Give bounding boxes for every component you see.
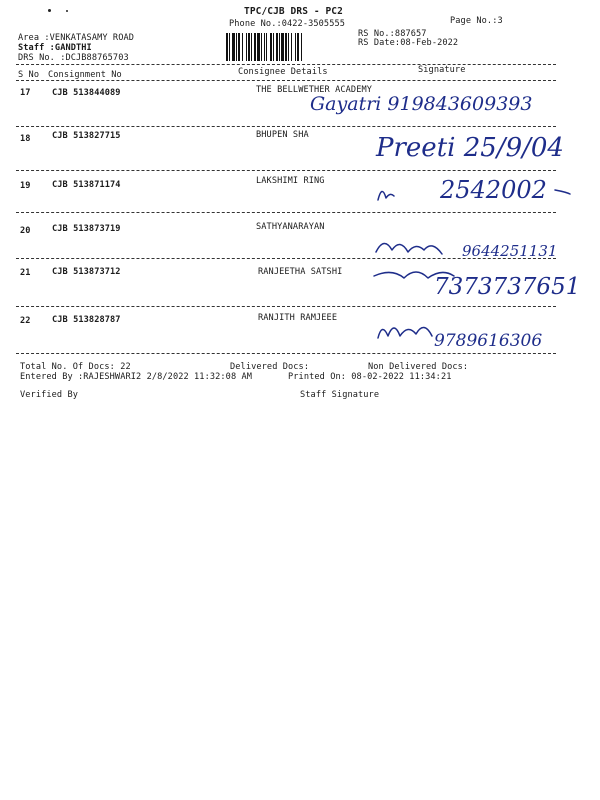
area: Area :VENKATASAMY ROAD: [18, 33, 135, 43]
row-sno: 17: [20, 88, 31, 98]
row-sno: 20: [20, 226, 31, 236]
staff-signature: Staff Signature: [300, 390, 380, 400]
row-consignment: CJB 513871174: [52, 180, 121, 190]
row-consignment: CJB 513828787: [52, 315, 121, 325]
scan-speck: [66, 10, 68, 12]
row-sno: 21: [20, 268, 31, 278]
scan-speck: [48, 9, 51, 12]
delivered-docs: Delivered Docs:: [230, 362, 310, 372]
signature-text: 9644251131: [462, 242, 558, 260]
non-delivered-docs: Non Delivered Docs:: [368, 362, 469, 372]
signature-text: Gayatri 919843609393: [310, 93, 533, 115]
signature-handwriting: [370, 170, 580, 212]
barcode: [226, 33, 350, 61]
row-consignment: CJB 513873719: [52, 224, 121, 234]
row-sno: 22: [20, 316, 31, 326]
column-header-rule: [16, 80, 556, 81]
row-consignment: CJB 513844089: [52, 88, 121, 98]
header-rule: [16, 64, 556, 65]
row-sno: 19: [20, 181, 31, 191]
staff: Staff :GANDTHI: [18, 43, 92, 53]
verified-by: Verified By: [20, 390, 79, 400]
rs-date: RS Date:08-Feb-2022: [358, 38, 459, 48]
column-header-consignment: Consignment No: [48, 70, 122, 80]
column-header-sno: S No: [18, 70, 40, 80]
row-consignee: RANJITH RAMJEEE: [258, 313, 338, 323]
table-bottom-rule: [16, 353, 556, 354]
page-number: Page No.:3: [450, 16, 503, 26]
document-title: TPC/CJB DRS - PC2: [244, 6, 343, 17]
entered-by: Entered By :RAJESHWARI2 2/8/2022 11:32:08 AM: [20, 372, 253, 382]
row-separator: [16, 212, 556, 213]
row-consignee: THE BELLWETHER ACADEMY: [256, 85, 373, 95]
row-consignee: SATHYANARAYAN: [256, 222, 325, 232]
row-consignee: LAKSHIMI RING: [256, 176, 325, 186]
total-docs: Total No. Of Docs: 22: [20, 362, 131, 372]
printed-on: Printed On: 08-02-2022 11:34:21: [288, 372, 452, 382]
barcode-bar: [302, 33, 303, 61]
drs-number: DRS No. :DCJB88765703: [18, 53, 129, 63]
signature-text: 2542002: [440, 176, 547, 204]
rs-number: RS No.:887657: [358, 29, 427, 39]
column-header-consignee: Consignee Details: [238, 67, 328, 77]
row-separator: [16, 306, 556, 307]
row-consignee: BHUPEN SHA: [256, 130, 309, 140]
signature-handwriting: [370, 254, 590, 304]
signature-handwriting: [300, 84, 533, 126]
signature-text: 7373737651: [434, 274, 581, 300]
row-consignment: CJB 513873712: [52, 267, 121, 277]
phone-number: Phone No.:0422-3505555: [229, 19, 346, 29]
row-consignee: RANJEETHA SATSHI: [258, 267, 343, 277]
row-consignment: CJB 513827715: [52, 131, 121, 141]
signature-text: Preeti 25/9/04: [376, 133, 564, 163]
signature-text: 9789616306: [434, 331, 543, 351]
row-sno: 18: [20, 134, 31, 144]
column-header-signature: Signature: [418, 65, 466, 75]
